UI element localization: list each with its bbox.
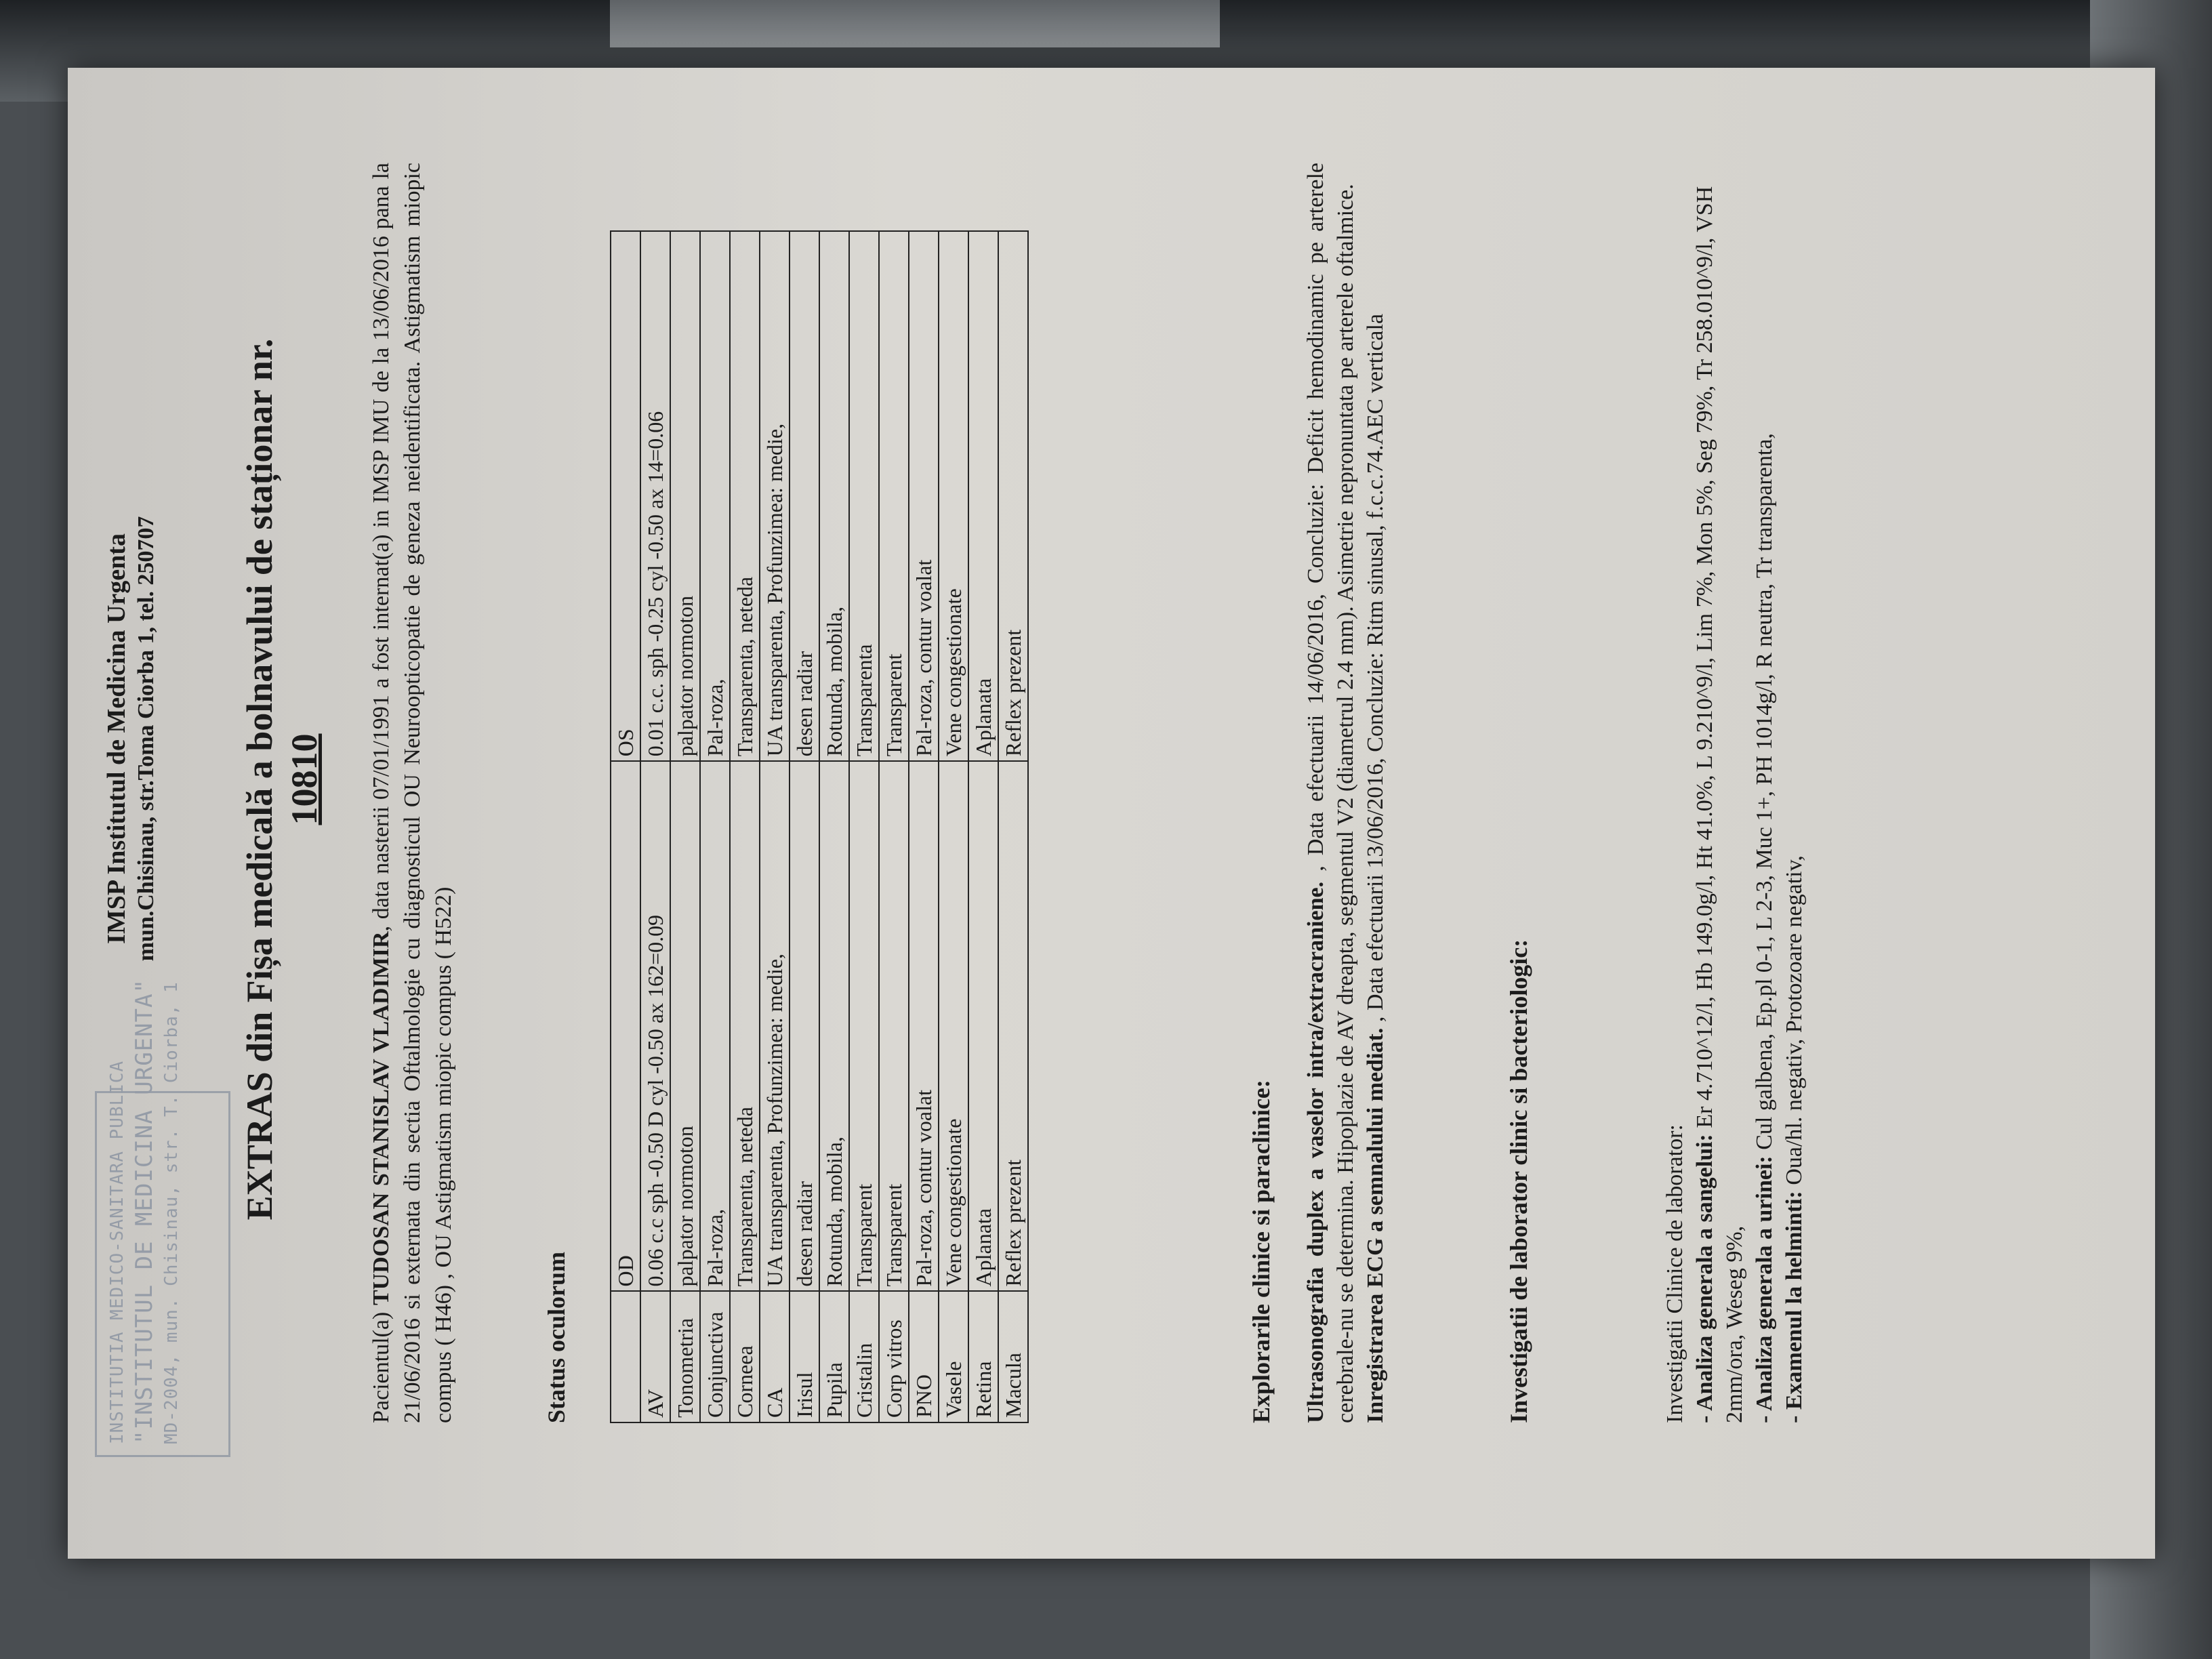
institution-prefix: IMSP	[102, 881, 131, 944]
patient-intro: Pacientul(a)	[369, 1311, 394, 1423]
stamp-line-3: MD-2004, mun. Chisinau, str. T. Ciorba, 1	[161, 981, 182, 1444]
helminth-exam	[1780, 136, 1809, 1423]
cell-od: Vene congestionate	[939, 761, 968, 1291]
cell-label: Conjunctiva	[700, 1291, 730, 1422]
patient-paragraph	[366, 163, 459, 1423]
urine-label: - Analiza generala a urinei:	[1752, 1155, 1777, 1423]
cell-label: AV	[640, 1291, 670, 1422]
cell-os: UA transparenta, Profunzimea: medie,	[760, 231, 790, 761]
cell-label: CA	[760, 1291, 790, 1422]
cell-od: 0.06 c.c sph -0.50 D cyl -0.50 ax 162=0.09	[640, 761, 670, 1291]
ecg-title: Inregistrarea ECG a semnalului mediat.	[1363, 1027, 1388, 1423]
cell-label: PNO	[909, 1291, 939, 1422]
institution-header	[102, 298, 161, 1179]
cell-os: Rotunda, mobila,	[819, 231, 849, 761]
cell-od: Rotunda, mobila,	[819, 761, 849, 1291]
document-page	[68, 68, 2155, 1559]
helminth-label: - Examenul la helminti:	[1782, 1191, 1807, 1423]
cell-os: Transparenta	[849, 231, 879, 761]
table-row	[640, 231, 670, 1422]
document-title	[237, 136, 327, 1423]
table-row	[879, 231, 909, 1422]
cell-label: Cristalin	[849, 1291, 879, 1422]
institution-address: mun.Chisinau, str.Toma Ciorba 1, tel. 250707	[134, 516, 159, 962]
table-header-empty	[611, 1291, 640, 1422]
status-oculorum-table	[610, 230, 1029, 1423]
cell-od: Transparent	[849, 761, 879, 1291]
table-row	[849, 231, 879, 1422]
ecg-body: , Data efectuarii 13/06/2016, Concluzie: Ritm sinusal, f.c.c.74.AEC verticala	[1363, 313, 1388, 1028]
table-row	[939, 231, 968, 1422]
patient-details: , data nasterii 07/01/1991 a fost internat(a) in IMSP IMU de la 13/06/2016 pana la 21/06/2016 si externata din sectia Oftalmologie cu diagnosticul OU Neuroopticopatie de geneza neidentificata. Astigmatism miopic compus ( H46) , OU Astigmatism miopic compus ( H522)	[369, 163, 456, 1423]
laborator-subheading: Investigatii Clinice de laborator:	[1662, 1124, 1687, 1423]
cell-os: Pal-roza, contur voalat	[909, 231, 939, 761]
cell-od: Transparent	[879, 761, 909, 1291]
stamp-line-2: "INSTITUTUL DE MEDICINA URGENTA"	[131, 978, 158, 1444]
urine-analysis	[1750, 136, 1780, 1423]
cell-os: 0.01 c.c. sph -0.25 cyl -0.50 ax 14=0.06	[640, 231, 670, 761]
table-row	[700, 231, 730, 1422]
stamp-line-1: INSTITUTIA MEDICO-SANITARA PUBLICA	[107, 1060, 127, 1444]
blood-analysis	[1690, 136, 1750, 1423]
patient-name: TUDOSAN STANISLAV VLADIMIR	[369, 931, 394, 1306]
cell-os: palpator normoton	[670, 231, 700, 761]
cell-os: Transparent	[879, 231, 909, 761]
record-number: 10810	[284, 733, 325, 825]
cell-label: Macula	[998, 1291, 1028, 1422]
cell-label: Pupila	[819, 1291, 849, 1422]
table-row	[968, 231, 998, 1422]
table-header-od: OD	[611, 761, 640, 1291]
cell-od: Pal-roza,	[700, 761, 730, 1291]
helminth-values: Oua/hl. negativ, Protozoare negativ,	[1782, 855, 1807, 1185]
cell-label: Corp vitros	[879, 1291, 909, 1422]
cell-od: palpator normoton	[670, 761, 700, 1291]
urine-values: Cul galbena, Ep.pl 0-1, L 2-3, Muc 1+, PH 1014g/l, R neutra, Tr transparenta,	[1752, 433, 1777, 1150]
blood-values: Er 4.710^12/l, Hb 149.0g/l, Ht 41.0%, L 9.210^9/l, Lim 7%, Mon 5%, Seg 79%, Tr 258.010^9/l, VSH 2mm/ora, Weseg 9%,	[1692, 186, 1747, 1423]
cell-os: Reflex prezent	[998, 231, 1028, 761]
table-row	[998, 231, 1028, 1422]
institution-name: Institutul de Medicina Urgenta	[102, 533, 131, 875]
cell-od: Pal-roza, contur voalat	[909, 761, 939, 1291]
cell-os: Aplanata	[968, 231, 998, 761]
explorari-heading: Explorarile clinice si paraclinice:	[1248, 1080, 1275, 1423]
cell-label: Irisul	[790, 1291, 819, 1422]
laborator-text	[1660, 136, 1809, 1423]
cell-os: Pal-roza,	[700, 231, 730, 761]
table-header-os: OS	[611, 231, 640, 761]
table-row	[790, 231, 819, 1422]
table-row	[730, 231, 760, 1422]
usg-body: , Data efectuarii 14/06/2016, Concluzie: Deficit hemodinamic pe arterele cerebrale-nu se determina. Hipoplazie de AV dreapta, segmentul V2 (diametrul 2.4 mm). Asimetrie nepronuntata pe arterele oftalmice.	[1303, 162, 1358, 1423]
cell-od: Aplanata	[968, 761, 998, 1291]
table-row	[819, 231, 849, 1422]
cell-label: Corneea	[730, 1291, 760, 1422]
cell-os: desen radiar	[790, 231, 819, 761]
title-text: EXTRAS din Fișa medicală a bolnavului de staționar nr.	[239, 338, 280, 1221]
status-heading: Status oculorum	[543, 1251, 570, 1423]
cell-od: Transparenta, neteda	[730, 761, 760, 1291]
cell-os: Vene congestionate	[939, 231, 968, 761]
cell-od: UA transparenta, Profunzimea: medie,	[760, 761, 790, 1291]
cell-od: desen radiar	[790, 761, 819, 1291]
table-row	[760, 231, 790, 1422]
paper-sheet	[68, 68, 2155, 1559]
cell-label: Tonometria	[670, 1291, 700, 1422]
blood-label: - Analiza generala a sangelui:	[1692, 1134, 1717, 1423]
laborator-heading: Investigatii de laborator clinic si bacteriologic:	[1505, 939, 1532, 1423]
cell-od: Reflex prezent	[998, 761, 1028, 1291]
usg-title: Ultrasonografia duplex a vaselor intra/extracraniene.	[1303, 881, 1328, 1423]
cell-label: Retina	[968, 1291, 998, 1422]
table-header-row	[611, 231, 640, 1422]
cell-label: Vasele	[939, 1291, 968, 1422]
table-row	[670, 231, 700, 1422]
table-row	[909, 231, 939, 1422]
photo-background-object	[610, 0, 1220, 47]
explorari-text	[1301, 163, 1391, 1423]
cell-os: Transparenta, neteda	[730, 231, 760, 761]
